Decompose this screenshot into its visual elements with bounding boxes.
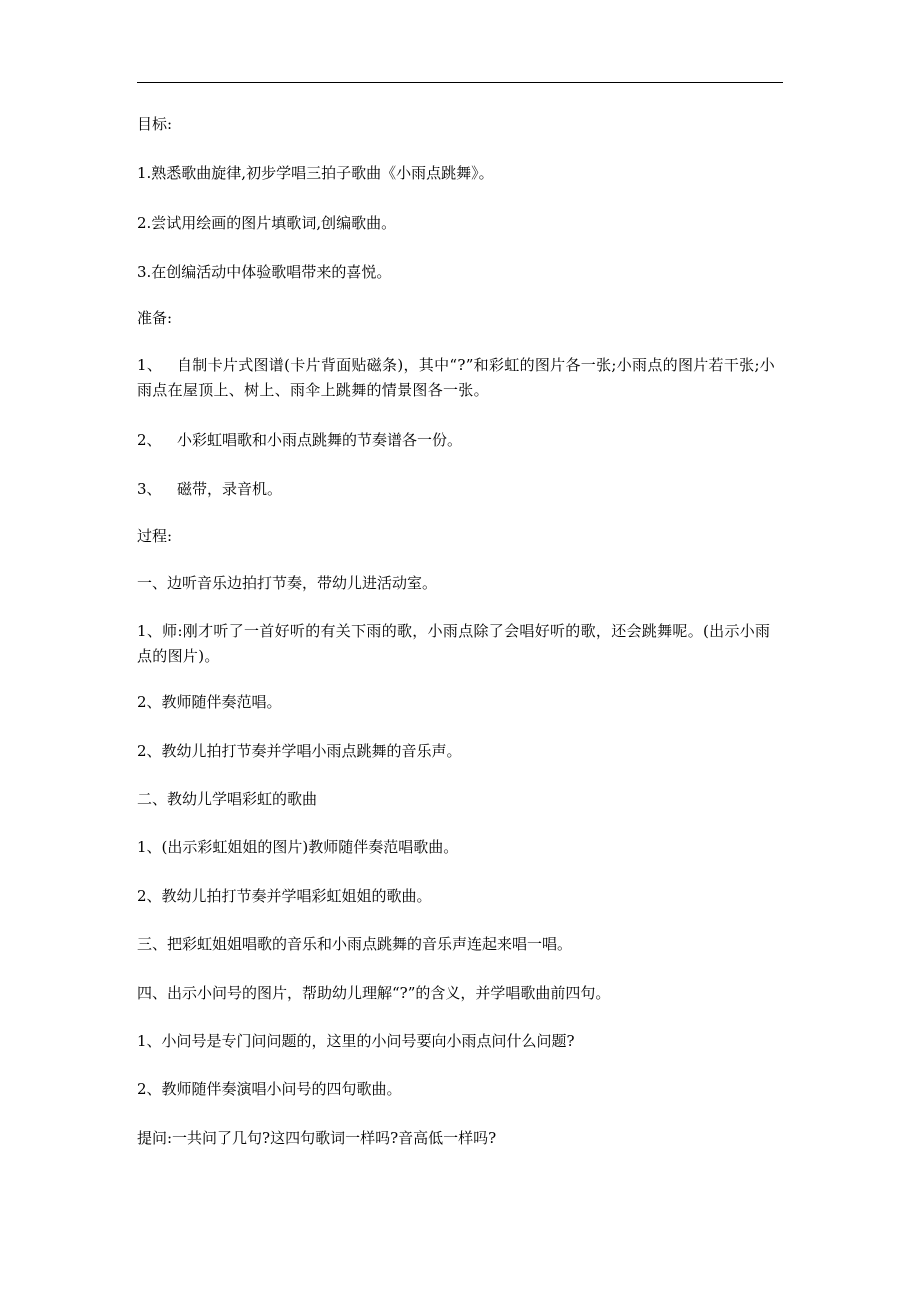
prep-item-2 bbox=[137, 430, 787, 451]
process-step: 1、(出示彩虹姐姐的图片)教师随伴奏范唱歌曲。 bbox=[137, 838, 459, 856]
process-step: 2、教幼儿拍打节奏并学唱小雨点跳舞的音乐声。 bbox=[137, 742, 462, 760]
process-step: 一、边听音乐边拍打节奏，带幼儿进活动室。 bbox=[137, 574, 438, 592]
prep-item-text: 自制卡片式图谱(卡片背面贴磁条)，其中“?”和彩虹的图片各一张;小雨点的图片若干张;小雨点在屋顶上、树上、雨伞上跳舞的情景图各一张。 bbox=[137, 356, 776, 399]
process-step: 三、把彩虹姐姐唱歌的音乐和小雨点跳舞的音乐声连起来唱一唱。 bbox=[137, 935, 573, 953]
prep-item-1 bbox=[137, 353, 783, 403]
process-step: 提问:一共问了几句?这四句歌词一样吗?音高低一样吗? bbox=[137, 1129, 497, 1147]
process-step: 2、教师随伴奏范唱。 bbox=[137, 693, 282, 711]
prep-item-number: 3、 bbox=[137, 480, 162, 498]
goal-item-3: 3.在创编活动中体验歌唱带来的喜悦。 bbox=[137, 263, 392, 281]
prep-item-text: 磁带，录音机。 bbox=[177, 480, 283, 498]
process-heading: 过程: bbox=[137, 527, 173, 545]
goal-item-2: 2.尝试用绘画的图片填歌词,创编歌曲。 bbox=[137, 214, 397, 232]
prep-item-number: 1、 bbox=[137, 356, 163, 374]
process-step: 二、教幼儿学唱彩虹的歌曲 bbox=[137, 790, 318, 808]
prep-item-number: 2、 bbox=[137, 431, 162, 449]
prep-item-text: 小彩虹唱歌和小雨点跳舞的节奏谱各一份。 bbox=[177, 431, 463, 449]
goal-item-1: 1.熟悉歌曲旋律,初步学唱三拍子歌曲《小雨点跳舞》。 bbox=[137, 164, 494, 182]
process-step: 四、出示小问号的图片，帮助幼儿理解“?”的含义，并学唱歌曲前四句。 bbox=[137, 984, 611, 1002]
process-step: 1、师:刚才听了一首好听的有关下雨的歌，小雨点除了会唱好听的歌，还会跳舞呢。(出示小雨点的图片)。 bbox=[137, 622, 771, 665]
goal-heading: 目标: bbox=[137, 115, 173, 133]
prep-item-3 bbox=[137, 479, 787, 500]
header-rule bbox=[137, 82, 783, 83]
prep-heading: 准备: bbox=[137, 309, 173, 327]
process-step: 2、教幼儿拍打节奏并学唱彩虹姐姐的歌曲。 bbox=[137, 887, 432, 905]
process-step: 2、教师随伴奏演唱小问号的四句歌曲。 bbox=[137, 1080, 402, 1098]
process-step: 1、小问号是专门问问题的，这里的小问号要向小雨点问什么问题? bbox=[137, 1032, 575, 1050]
